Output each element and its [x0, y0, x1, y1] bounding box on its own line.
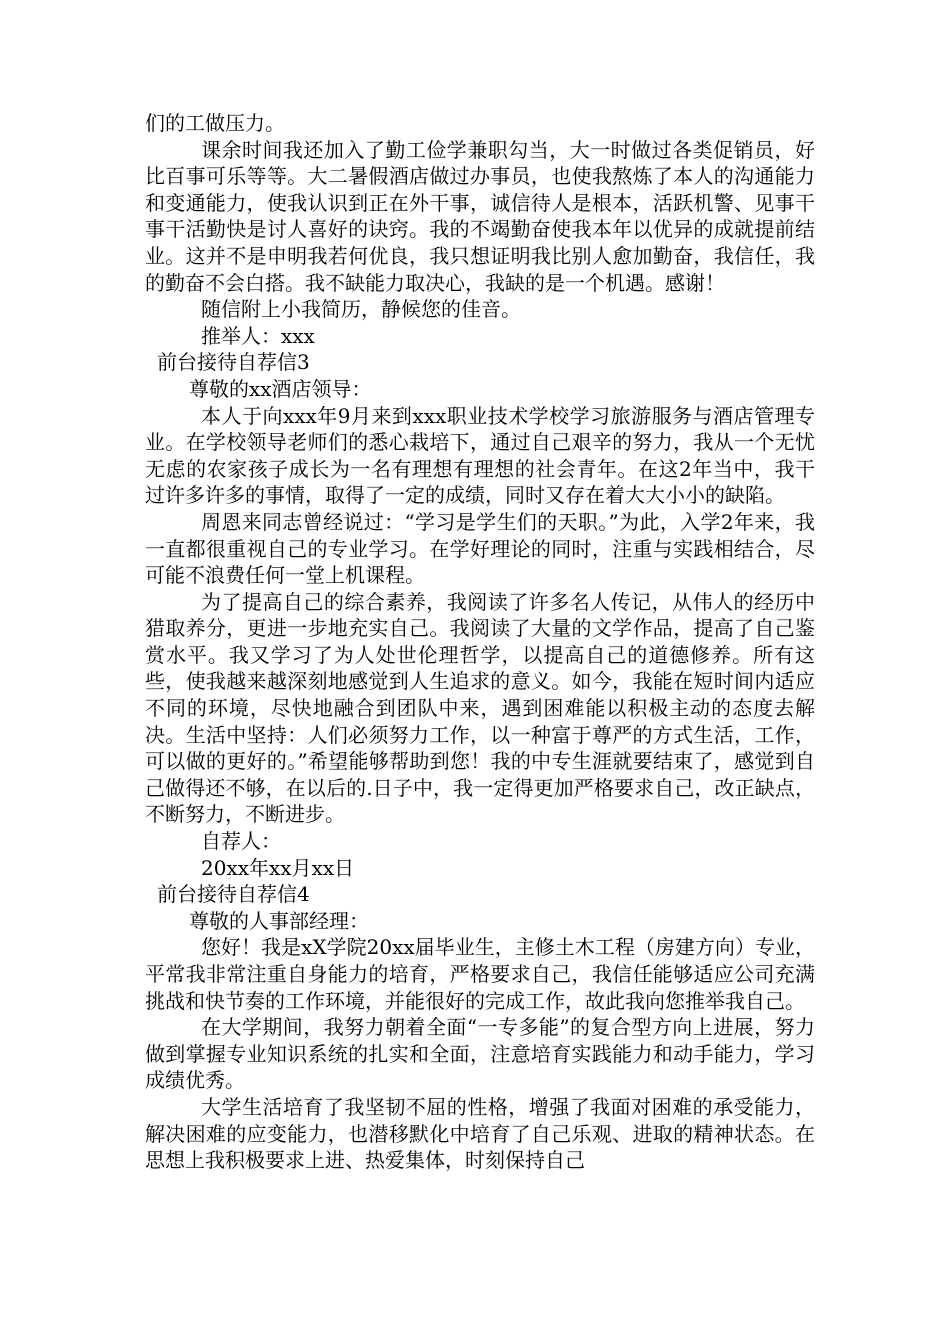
- paragraph: 在大学期间，我努力朝着全面“一专多能”的复合型方向上进展，努力做到掌握专业知识系统的扎实和全面，注意培育实践能力和动手能力，学习成绩优秀。: [145, 1015, 815, 1093]
- signature-line: 自荐人：: [201, 829, 281, 854]
- recommender-line: 推举人：xxx: [201, 323, 315, 348]
- paragraph: 本人于向xxx年9月来到xxx职业技术学校学习旅游服务与酒店管理专业。在学校领导老师们的悉心栽培下，通过自己艰辛的努力，我从一个无忧无虑的农家孩子成长为一名有理想有理想的社会青年。在这2年当中，我干过许多许多的事情，取得了一定的成绩，同时又存在着大大小小的缺陷。: [145, 403, 815, 508]
- paragraph: 周恩来同志曾经说过：“学习是学生们的天职。”为此，入学2年来，我一直都很重视自己的专业学习。在学好理论的同时，注重与实践相结合，尽可能不浪费任何一堂上机课程。: [145, 509, 815, 588]
- paragraph: 随信附上小我简历，静候您的佳音。: [201, 297, 521, 322]
- salutation: 尊敬的xx酒店领导：: [189, 376, 372, 401]
- document-page: [145, 110, 815, 1174]
- letter-heading: 前台接待自荐信3: [157, 350, 310, 375]
- salutation: 尊敬的人事部经理：: [189, 908, 369, 933]
- paragraph: 大学生活培育了我坚韧不屈的性格，增强了我面对困难的承受能力，解决困难的应变能力，也潜移默化中培育了自己乐观、进取的精神状态。在思想上我积极要求上进、热爱集体，时刻保持自己: [145, 1094, 815, 1173]
- paragraph: 们的工做压力。: [145, 111, 285, 135]
- paragraph: 为了提高自己的综合素养，我阅读了许多名人传记，从伟人的经历中猎取养分，更进一步地充实自己。我阅读了大量的文学作品，提高了自己鉴赏水平。我又学习了为人处世伦理哲学，以提高自己的道德修养。所有这些，使我越来越深刻地感觉到人生追求的意义。如今，我能在短时间内适应不同的环境，尽快地融合到团队中来，遇到困难能以积极主动的态度去解决。生活中坚持：人们必须努力工作，以一种富于尊严的方式生活，工作，可以做的更好的。”希望能够帮助到您！我的中专生涯就要结束了，感觉到自己做得还不够，在以后的.日子中，我一定得更加严格要求自己，改正缺点，不断努力，不断进步。: [145, 589, 815, 827]
- paragraph: 您好！我是xX学院20xx届毕业生，主修土木工程（房建方向）专业，平常我非常注重自身能力的培育，严格要求自己，我信任能够适应公司充满挑战和快节奏的工作环境，并能很好的完成工作，故此我向您推举我自己。: [145, 935, 815, 1013]
- letter-heading: 前台接待自荐信4: [157, 882, 310, 907]
- date-line: 20xx年xx月xx日: [201, 855, 355, 880]
- paragraph: 课余时间我还加入了勤工俭学兼职勾当，大一时做过各类促销员，好比百事可乐等等。大二暑假酒店做过办事员，也使我熬炼了本人的沟通能力和变通能力，使我认识到正在外干事，诚信待人是根本，活跃机警、见事干事干活勤快是讨人喜好的诀窍。我的不竭勤奋使我本年以优异的成就提前结业。这并不是申明我若何优良，我只想证明我比别人愈加勤奋，我信任，我的勤奋不会白搭。我不缺能力取决心，我缺的是一个机遇。感谢！: [145, 137, 815, 295]
